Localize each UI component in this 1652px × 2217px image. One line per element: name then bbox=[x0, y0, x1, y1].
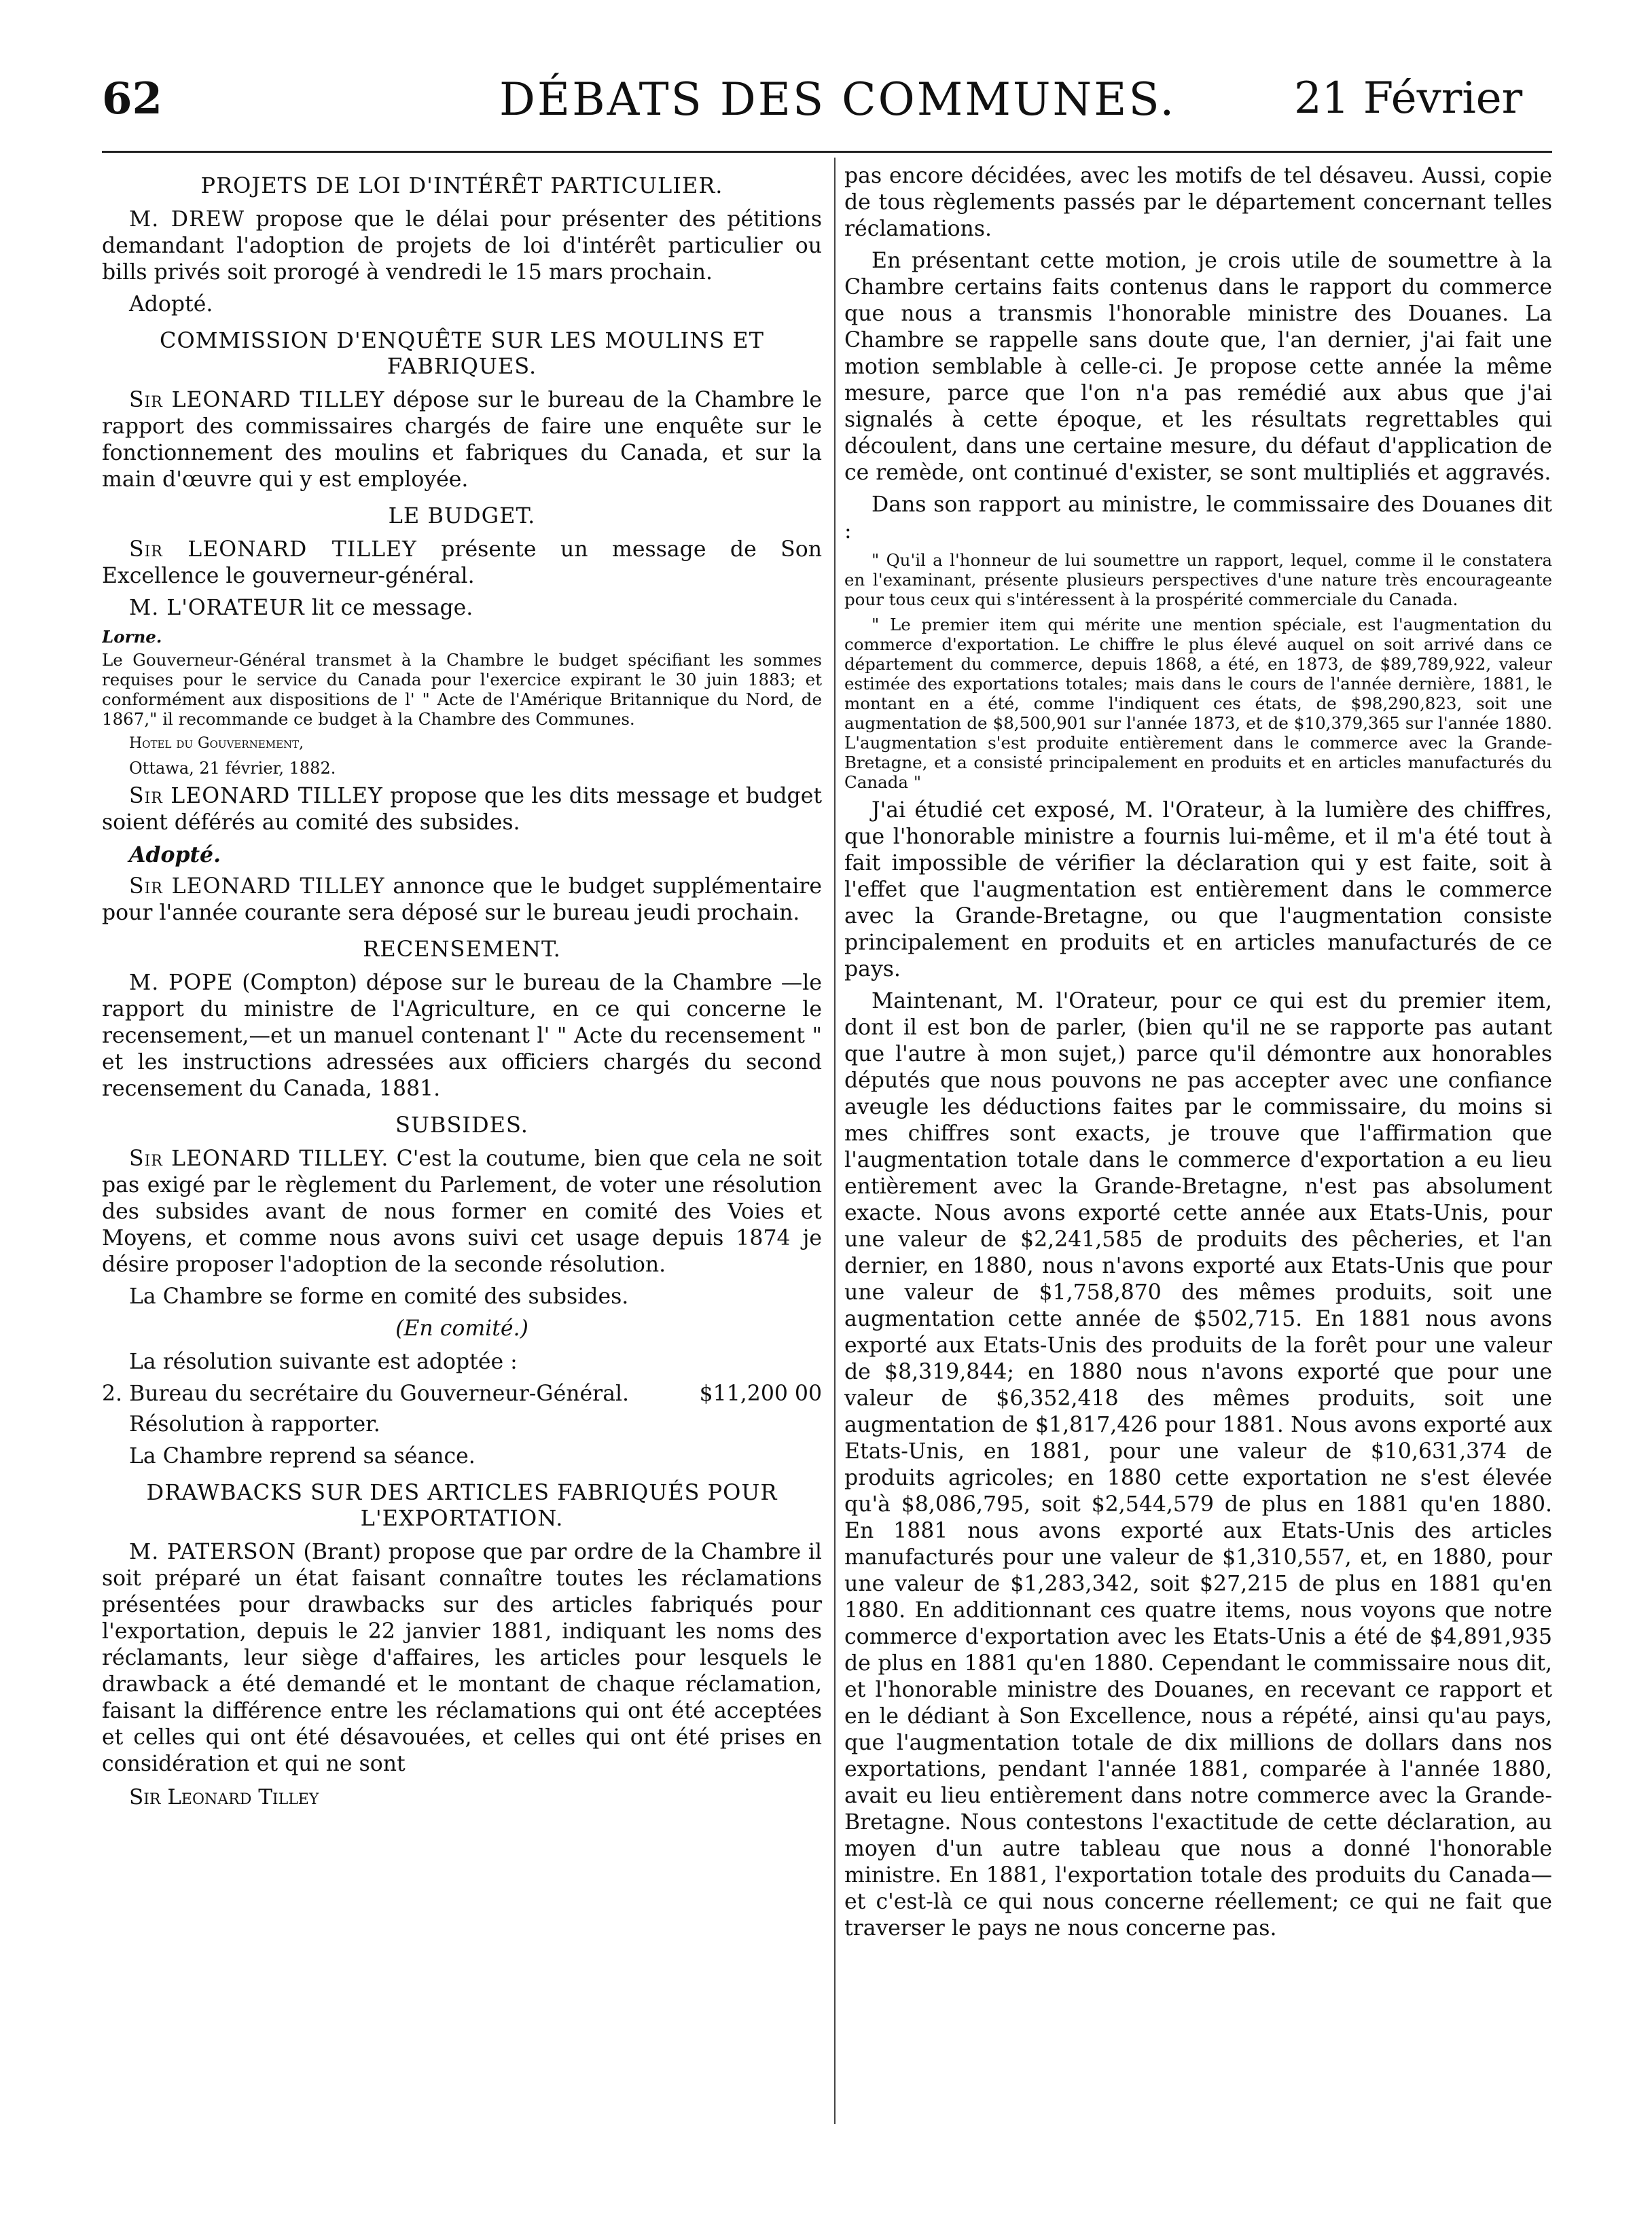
paragraph: pas encore décidées, avec les motifs de tel désaveu. Aussi, copie de tous règlements passés par le département concernant telles réclamations. bbox=[844, 164, 1552, 241]
paragraph: Maintenant, M. l'Orateur, pour ce qui est du premier item, dont il est bon de parler, (bien qu'il ne se rapporte pas autant que l'autre à mon sujet,) parce qu'il démontre aux honorables députés que nous pouvons ne pas accepter avec une confiance aveugle les déductions faites par le commissaire, du moins si mes chiffres sont exacts, je trouve que l'affirmation que l'augmentation totale dans le commerce d'exportation a eu lieu entièrement avec la Grande-Bretagne, n'est pas absolument exacte. Nous avons exporté cette année aux Etats-Unis, pour une valeur de $2,241,585 de produits des pêcheries, et l'an dernier, en 1880, nous n'avons exporté aux Etats-Unis que pour une valeur de $1,758,870 des mêmes produits, soit une augmentation cette année de $502,715. En 1881 nous avons exporté aux Etats-Unis des produits de la forêt pour une valeur de $8,319,844; en 1880 nous n'avons exporté que pour une valeur de $6,352,418 des mêmes produits, soit une augmentation de $1,817,426 pour 1881. Nous avons exporté aux Etats-Unis, en 1881, pour une valeur de $10,631,374 de produits agricoles; en 1880 cette exportation ne s'est élevée qu'à $8,086,795, soit $2,544,579 de plus en 1881 qu'en 1880. En 1881 nous avons exporté aux Etats-Unis des articles manufacturés pour une valeur de $1,310,557, et, en 1880, pour une valeur de $1,283,342, soit $27,215 de plus en 1881 qu'en 1880. En additionnant ces quatre items, nous voyons que notre commerce d'exportation avec les Etats-Unis a été de $4,891,935 de plus en 1881 qu'en 1880. Cependant le commissaire nous dit, et l'honorable ministre des Douanes, en recevant ce rapport et en le dédiant à Son Excellence, nous a répété, ainsi qu'au pays, que l'augmentation totale de dix millions de dollars dans nos exportations, pendant l'année 1881, comparée à l'année 1880, avait eu lieu entièrement dans notre commerce avec la Grande-Bretagne. Nous contestons l'exactitude de cette déclaration, au moyen d'un autre tableau que nous a donné l'honorable ministre. En 1881, l'exportation totale des produits du Canada—et c'est-là ce qui nous concerne réellement; ce qui ne fait que traverser le pays ne nous concerne pas. bbox=[844, 989, 1552, 1941]
paragraph-text: (Compton) dépose sur le bureau de la Chambre —le rapport du ministre de l'Agriculture, en ce qui concerne le recensement,—et un manuel contenant l' " Acte du recensement " et les instructions adressées aux officiers chargés du second recensement du Canada, 1881. bbox=[102, 971, 822, 1101]
page-title: DÉBATS DES COMMUNES. bbox=[499, 73, 1177, 126]
paragraph bbox=[102, 873, 822, 926]
section-heading: LE BUDGET. bbox=[388, 503, 536, 528]
section-heading: PROJETS DE LOI D'INTÉRÊT PARTICULIER. bbox=[200, 173, 723, 198]
budget-item bbox=[102, 1381, 822, 1407]
speaker: Sir LEONARD TILLEY bbox=[129, 784, 383, 808]
paragraph-text: lit ce message. bbox=[304, 596, 473, 620]
section-heading: SUBSIDES. bbox=[395, 1112, 528, 1138]
column-divider bbox=[834, 158, 836, 2124]
paragraph-text: propose que le délai pour présenter des pétitions demandant l'adoption de projets de loi d'intérêt particulier ou bills privés soit prorogé à vendredi le 15 mars prochain. bbox=[102, 207, 822, 285]
paragraph bbox=[102, 970, 822, 1102]
right-column bbox=[844, 163, 1552, 2126]
paragraph: La résolution suivante est adoptée : bbox=[129, 1350, 518, 1374]
footer-speaker: Sir Leonard Tilley bbox=[129, 1785, 319, 1809]
quotation: " Le premier item qui mérite une mention spéciale, est l'augmentation du commerce d'exportation. Le chiffre le plus élevé auquel on soit arrivé dans ce département du commerce, depuis 1868, a été, en 1873, de $89,789,922, valeur estimée des exportations totales; mais dans le cours de l'année dernière, 1881, le montant en a été, comme l'indiquent ces états, de $98,290,823, soit une augmentation de $8,500,901 sur l'année 1873, et de $10,379,365 sur l'année 1880. L'augmentation s'est produite entièrement dans le commerce avec la Grande-Bretagne, et a consisté principalement en produits et en articles manufacturés du Canada " bbox=[844, 615, 1552, 792]
paragraph bbox=[102, 783, 822, 836]
paragraph-text: C'est la coutume, bien que cela ne soit pas exigé par le règlement du Parlement, de voter une résolution des subsides avant de nous former en comité des Voies et Moyens, et comme nous avons suivi cet usage depuis 1874 je désire proposer l'adoption de la seconde résolution. bbox=[102, 1147, 822, 1277]
speaker: Sir LEONARD TILLEY bbox=[129, 537, 417, 562]
section-heading: RECENSEMENT. bbox=[363, 936, 561, 962]
quotation: " Qu'il a l'honneur de lui soumettre un rapport, lequel, comme il le constatera en l'examinant, présente plusieurs perspectives d'une nature très encourageante pour tous ceux qui s'intéressent à la prospérité commerciale du Canada. bbox=[844, 550, 1552, 609]
page-date: 21 Février bbox=[1294, 73, 1523, 124]
section-heading: DRAWBACKS SUR DES ARTICLES FABRIQUÉS POUR L'EXPORTATION. bbox=[146, 1479, 778, 1531]
left-column bbox=[102, 163, 822, 2126]
paragraph: Résolution à rapporter. bbox=[129, 1412, 380, 1437]
message-date: Ottawa, 21 février, 1882. bbox=[129, 759, 336, 778]
paragraph-text: annonce que le budget supplémentaire pour l'année courante sera déposé sur le bureau jeudi prochain. bbox=[102, 874, 822, 925]
paragraph-text: dépose sur le bureau de la Chambre le rapport des commissaires chargés de faire une enquête sur le fonctionnement des moulins et fabriques du Canada, et sur la main d'œuvre qui y est employée. bbox=[102, 388, 822, 492]
paragraph: La Chambre se forme en comité des subsides. bbox=[129, 1284, 629, 1309]
paragraph: J'ai étudié cet exposé, M. l'Orateur, à la lumière des chiffres, que l'honorable ministre a fournis lui-même, et il m'a été tout à fait impossible de vérifier la déclaration qui y est faite, soit à l'effet que l'augmentation est entièrement dans le commerce avec la Grande-Bretagne, ou que l'augmentation consiste principalement en produits et en articles manufacturés de ce pays. bbox=[844, 798, 1552, 981]
paragraph bbox=[102, 595, 822, 621]
speaker: M. DREW bbox=[129, 207, 245, 232]
adopted-note: Adopté. bbox=[129, 292, 213, 317]
adopted-note: Adopté. bbox=[129, 842, 221, 867]
paragraph bbox=[102, 537, 822, 590]
speaker: Sir LEONARD TILLEY bbox=[129, 874, 385, 899]
paragraph-text: propose que les dits message et budget soient déférés au comité des subsides. bbox=[102, 784, 822, 835]
speaker: Sir LEONARD TILLEY bbox=[129, 388, 385, 412]
header-rule bbox=[102, 151, 1552, 153]
paragraph bbox=[102, 1146, 822, 1278]
paragraph bbox=[102, 206, 822, 286]
paragraph-text: (Brant) propose que par ordre de la Chambre il soit préparé un état faisant connaître toutes les réclamations présentées pour drawbacks sur des articles fabriqués pour l'exportation, depuis le 22 janvier 1881, indiquant les noms des réclamants, leur siège d'affaires, les articles pour lesquels le drawback a été demandé et le montant de chaque réclamation, faisant la différence entre les réclamations qui ont été acceptées et celles qui ont été désavouées, et celles qui ont été prises en considération et qui ne sont bbox=[102, 1540, 822, 1776]
budget-item-label: 2. Bureau du secrétaire du Gouverneur-Général. bbox=[102, 1382, 630, 1406]
paragraph bbox=[102, 387, 822, 493]
signature: Lorne. bbox=[102, 627, 162, 647]
speaker: Sir LEONARD TILLEY. bbox=[129, 1147, 389, 1171]
paragraph bbox=[102, 1539, 822, 1778]
paragraph: Dans son rapport au ministre, le commissaire des Douanes dit : bbox=[844, 492, 1552, 543]
budget-item-amount: $11,200 00 bbox=[699, 1382, 822, 1406]
paragraph: En présentant cette motion, je crois utile de soumettre à la Chambre certains faits contenus dans le rapport du commerce que nous a transmis l'honorable ministre des Douanes. La Chambre se rappelle sans doute que, l'an dernier, j'ai fait une motion semblable à celle-ci. Je propose cette année la même mesure, parce que l'on n'a pas remédié aux abus que j'ai signalés à cette époque, et les résultats regrettables qui découlent, dans une certaine mesure, du défaut d'application de ce remède, ont continué d'exister, se sont multipliés et aggravés. bbox=[844, 249, 1552, 485]
message-place: Hotel du Gouvernement, bbox=[129, 735, 304, 752]
section-heading: COMMISSION D'ENQUÊTE SUR LES MOULINS ET FABRIQUES. bbox=[160, 327, 764, 379]
in-committee-note: (En comité.) bbox=[395, 1316, 528, 1341]
page-number: 62 bbox=[102, 73, 163, 124]
paragraph-text: présente un message de Son Excellence le gouverneur-général. bbox=[102, 537, 822, 588]
speaker: M. L'ORATEUR bbox=[129, 596, 305, 620]
speaker: M. POPE bbox=[129, 971, 234, 995]
speaker: M. PATERSON bbox=[129, 1540, 296, 1564]
message-text: Le Gouverneur-Général transmet à la Chambre le budget spécifiant les sommes requises pour le service du Canada pour l'exercice expirant le 30 juin 1883; et conformément aux dispositions de l' " Acte de l'Amérique Britannique du Nord, de 1867," il recommande ce budget à la Chambre des Communes. bbox=[102, 650, 822, 729]
paragraph: La Chambre reprend sa séance. bbox=[129, 1444, 475, 1468]
